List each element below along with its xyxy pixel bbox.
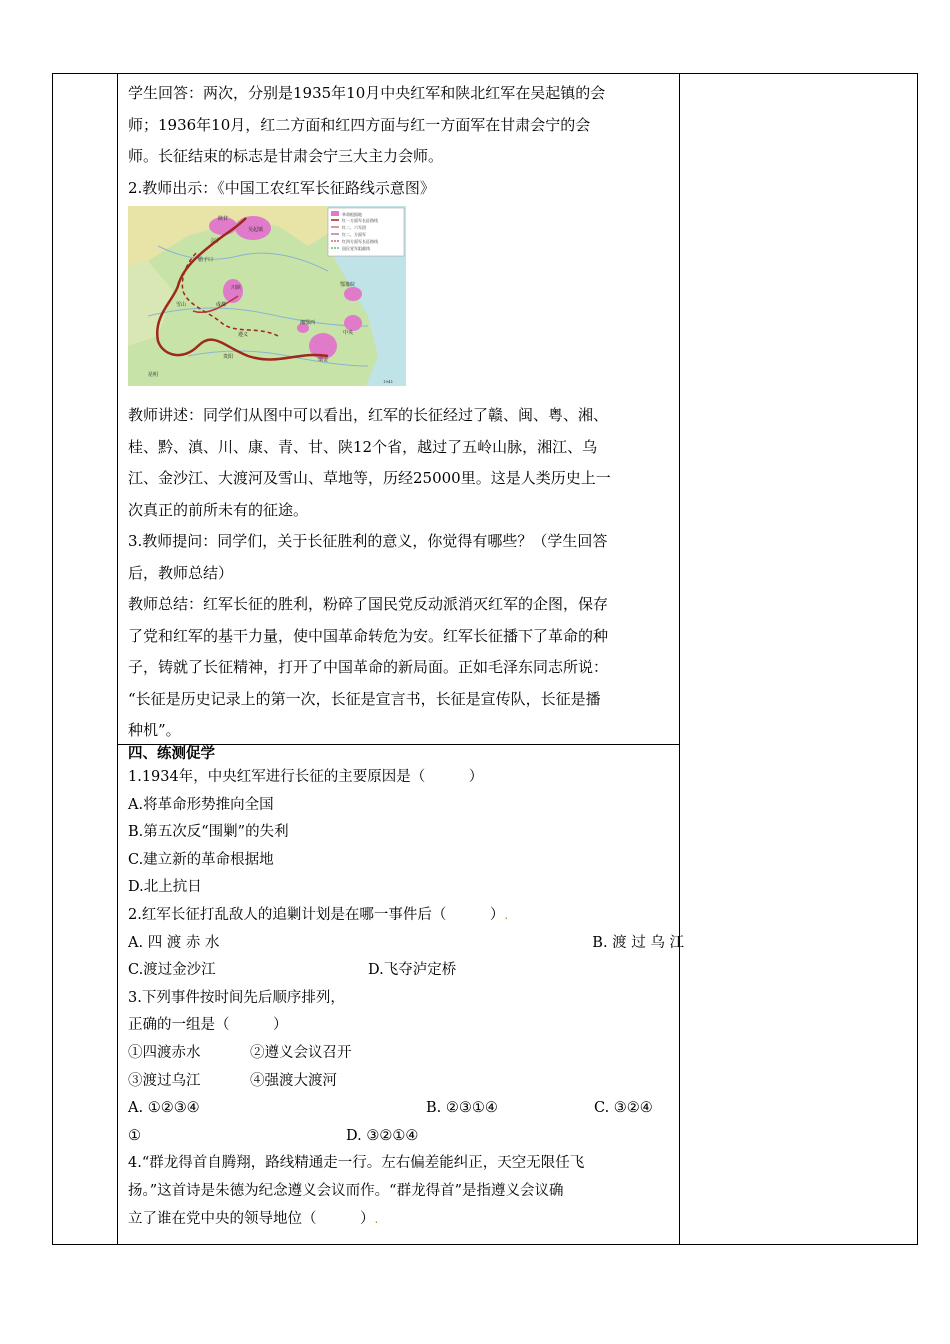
text-line: “长征是历史记录上的第一次，长征是宣言书，长征是宣传队，长征是播 [128, 689, 601, 708]
text-line: 2.教师出示：《中国工农红军长征路线示意图》 [128, 178, 435, 197]
mark-dot: . [504, 907, 509, 922]
text-line: 学生回答：两次，分别是1935年10月中央红军和陕北红军在吴起镇的会 [128, 84, 606, 102]
question-4-last-line: 立了谁在党中央的领导地位（ ） [128, 1210, 375, 1227]
legend-entry: 红四方面军长征路线 [342, 239, 378, 244]
map-place: 会宁 [210, 238, 221, 244]
text-line: 3.教师提问：同学们，关于长征胜利的意义，你觉得有哪些？（学生回答 [128, 532, 608, 550]
option-row [128, 1123, 684, 1151]
map-scale: 1941 [383, 379, 394, 384]
option-c: C. ③②④ [594, 1100, 653, 1117]
text-line: 江、金沙江、大渡河及雪山、草地等，历经25000里。这是人类历史上一 [128, 469, 611, 487]
event: ④强渡大渡河 [250, 1072, 337, 1089]
option: B.第五次反“围剿”的失利 [128, 824, 289, 841]
lesson-table [52, 73, 918, 1245]
option-c-continued: ① [128, 1127, 141, 1144]
section-3-cell [128, 78, 684, 747]
map-place: 吴起镇 [248, 227, 264, 233]
event-row [128, 1068, 684, 1096]
question-3-stem: 3.下列事件按时间先后顺序排列， [128, 989, 345, 1006]
text-line: 次真正的前所未有的征途。 [128, 500, 309, 519]
map-place: 瑞金 [318, 357, 329, 363]
event-row [128, 1040, 684, 1068]
long-march-route-map [128, 206, 406, 386]
option-row [128, 930, 684, 958]
column-divider-left [117, 74, 118, 1244]
text-line: 了党和红军的基干力量，使中国革命转危为安。红军长征播下了革命的种 [128, 626, 609, 645]
map-place: 鄂豫皖 [340, 282, 356, 288]
option-a: A. 四 渡 赤 水 [128, 934, 220, 951]
legend-entry: 革命根据地 [342, 212, 362, 217]
map-place: 贵阳 [223, 354, 234, 360]
option: C.建立新的革命根据地 [128, 851, 274, 868]
option-b: B. ②③①④ [426, 1100, 498, 1117]
map-place: 中央 [343, 330, 354, 336]
map-place: 昆明 [148, 372, 159, 378]
question-4: 扬。”这首诗是朱德为纪念遵义会议而作。“群龙得首”是指遵义会议确 [128, 1182, 564, 1199]
map-place: 川陕 [231, 285, 242, 291]
text-line: 种机”。 [128, 721, 181, 739]
option-a: A. ①②③④ [128, 1100, 200, 1117]
text-line: 教师讲述：同学们从图中可以看出，红军的长征经过了赣、闽、粤、湘、 [128, 406, 609, 424]
event: ②遵义会议召开 [250, 1044, 352, 1061]
option-c: C.渡过金沙江 [128, 962, 216, 979]
map-place: 腊子口 [198, 257, 214, 263]
legend-entry: 国民党军阻截线 [342, 246, 370, 251]
option-b: B. 渡 过 乌 江 [592, 934, 684, 951]
question-4 [128, 1206, 684, 1234]
section-4-cell [128, 744, 684, 1233]
event: ①四渡赤水 [128, 1044, 201, 1061]
mark-dot: . [374, 1211, 379, 1226]
option: A.将革命形势推向全国 [128, 796, 274, 813]
legend-entry: 红一方面军长征路线 [342, 218, 378, 223]
option-d: D.飞夺泸定桥 [368, 962, 457, 979]
event: ③渡过乌江 [128, 1072, 201, 1089]
map-place: 遵义 [238, 332, 249, 338]
question-3-stem: 正确的一组是（ ） [128, 1017, 288, 1034]
text-line: 教师总结：红军长征的胜利，粉碎了国民党反动派消灭红军的企图，保存 [128, 595, 609, 613]
legend-entry: 红二、方面军 [342, 232, 366, 237]
question-2-stem: 2.红军长征打乱敌人的追剿计划是在哪一事件后（ ） [128, 906, 505, 923]
question-1: 1.1934年，中央红军进行长征的主要原因是（ ） [128, 769, 484, 785]
text-line: 后，教师总结） [128, 563, 234, 582]
option-row [128, 957, 684, 985]
legend-entry: 红二、六军团 [342, 225, 366, 230]
option: D.北上抗日 [128, 879, 202, 896]
section-heading: 四、练测促学 [128, 745, 215, 762]
text-line: 桂、黔、滇、川、康、青、甘、陕12个省，越过了五岭山脉，湘江、乌 [128, 437, 598, 456]
question-4: 4.“群龙得首自腾翔，路线精通走一行。左右偏差能纠正，天空无限任飞 [128, 1155, 585, 1172]
option-row [128, 1095, 684, 1123]
map-place: 陕甘 [218, 216, 229, 222]
map-place: 成都 [216, 302, 227, 308]
map-place: 湘鄂西 [300, 320, 316, 326]
text-line: 师；1936年10月，红二方面和红四方面与红一方面军在甘肃会宁的会 [128, 115, 591, 134]
text-line: 师。长征结束的标志是甘肃会宁三大主力会师。 [128, 147, 444, 165]
text-line: 子，铸就了长征精神，打开了中国革命的新局面。正如毛泽东同志所说： [128, 658, 609, 676]
option-d: D. ③②①④ [346, 1127, 419, 1144]
question-2 [128, 902, 684, 930]
map-place: 雪山 [176, 302, 187, 308]
